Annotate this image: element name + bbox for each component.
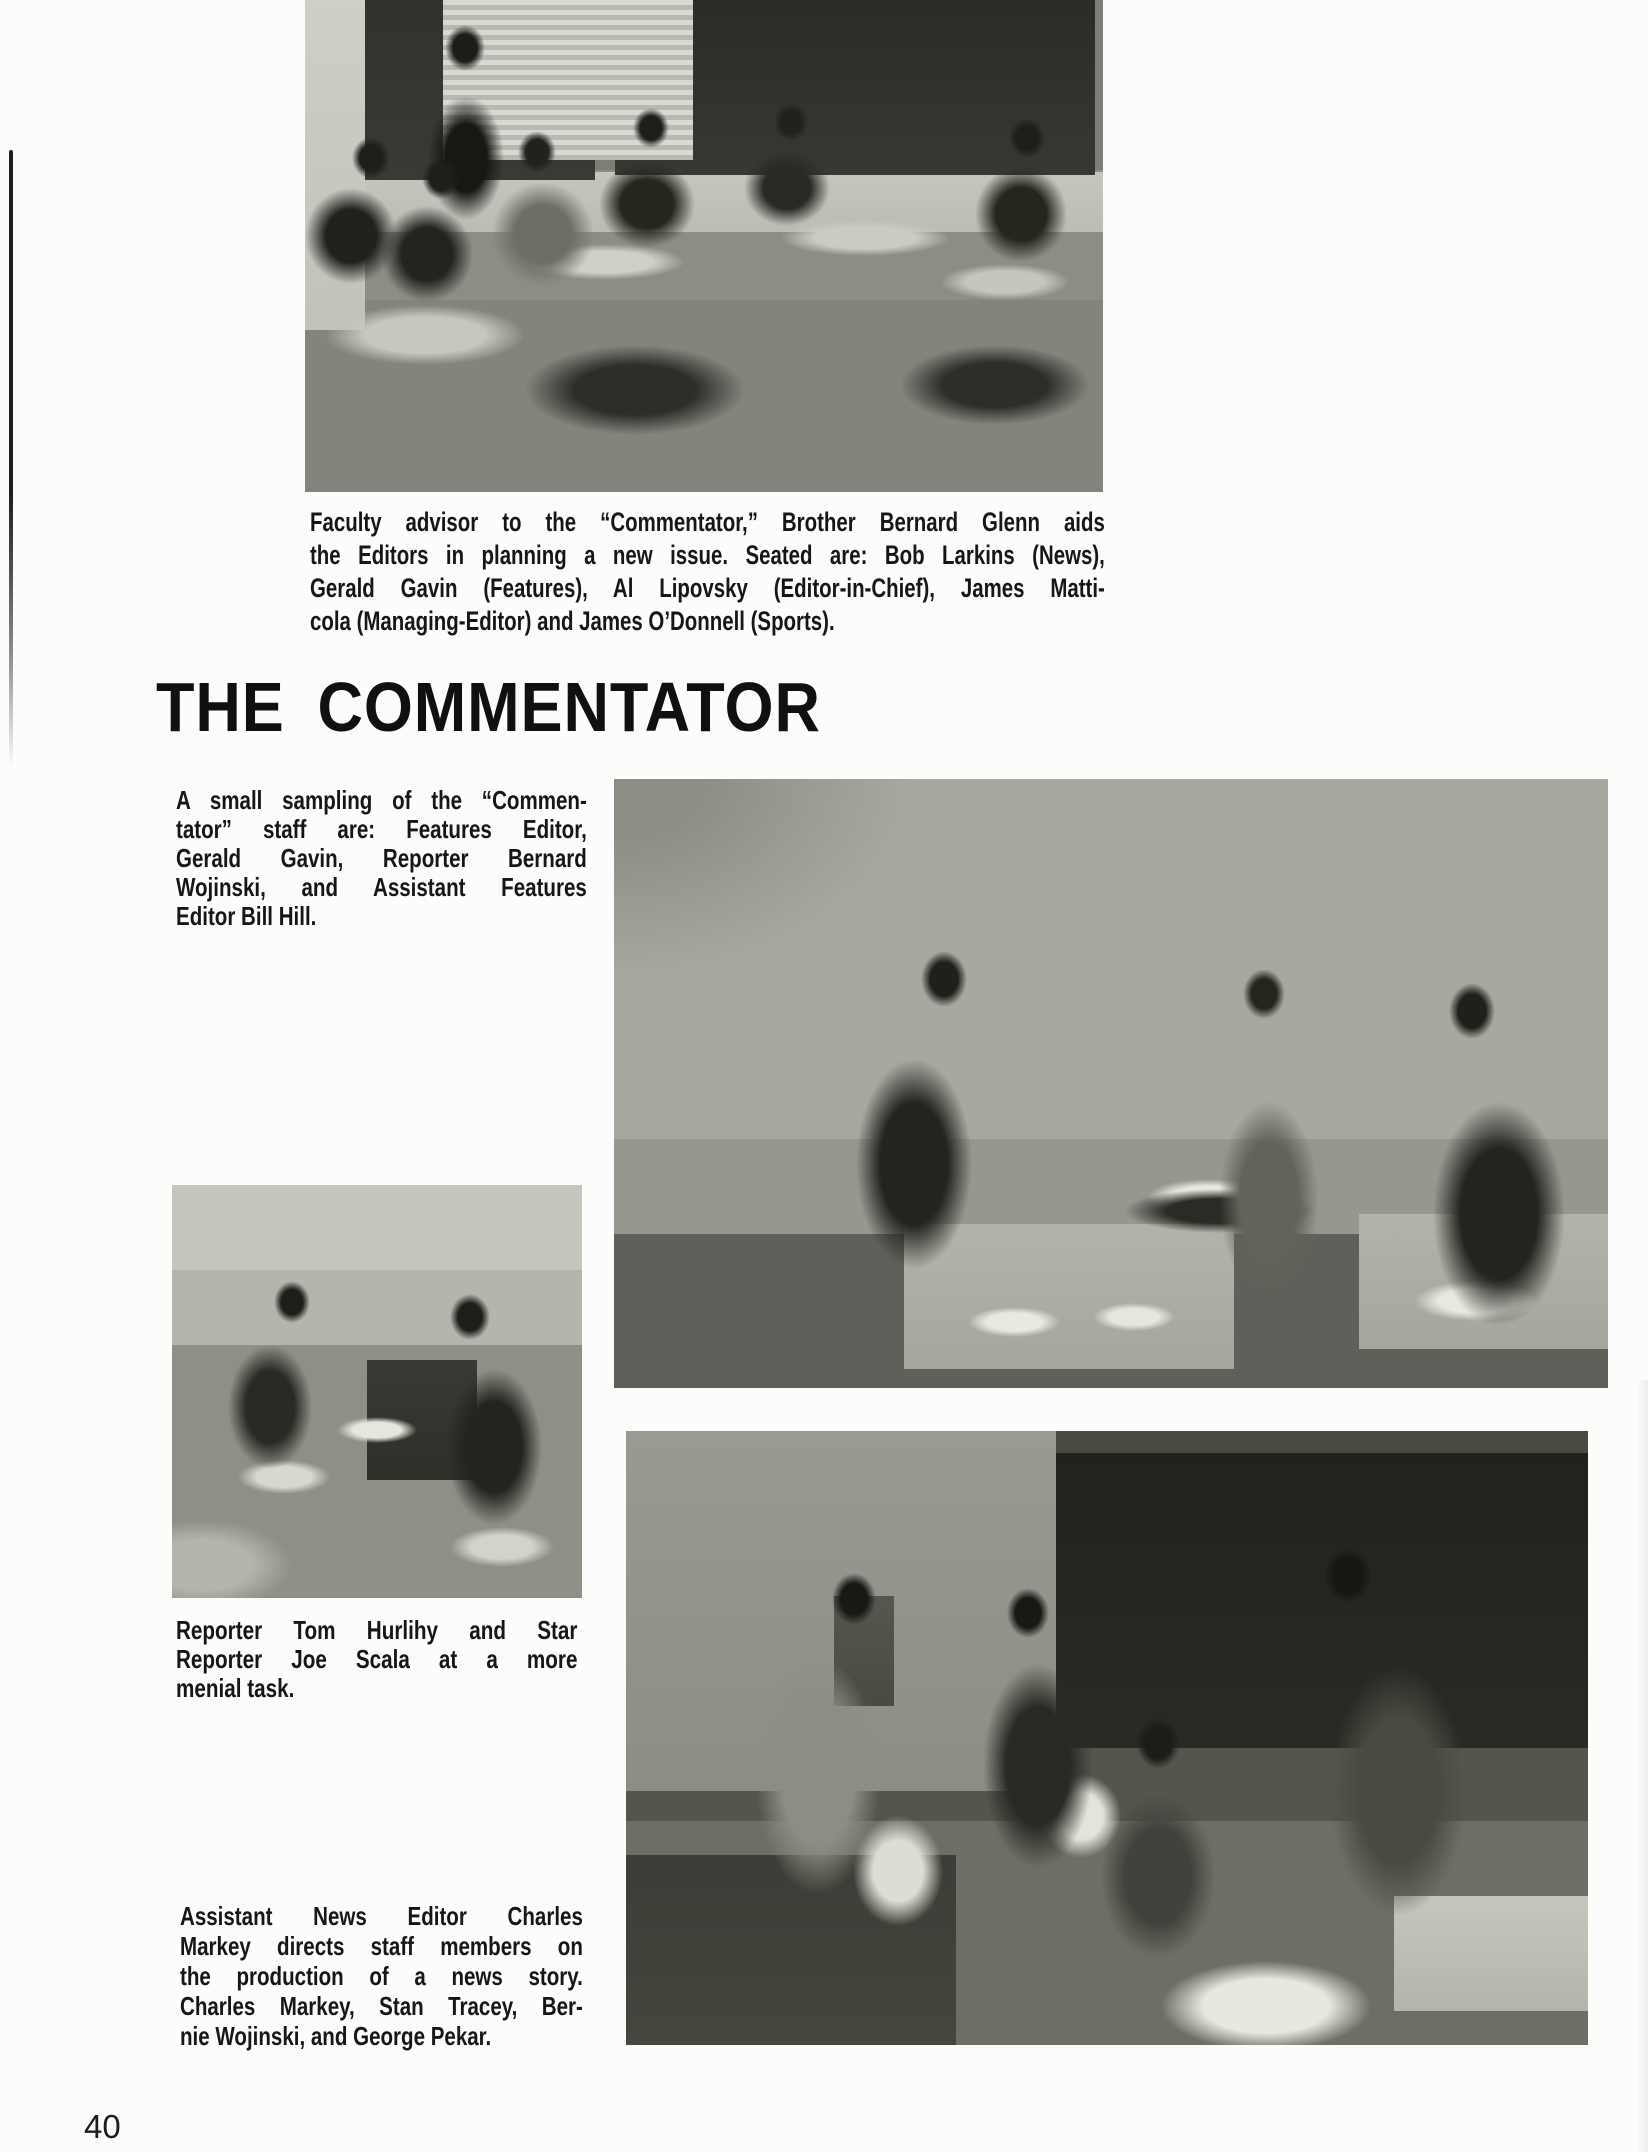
caption-news-editor: Assistant News Editor Charles Markey directs staff members on the production of a news story. Charles Markey, Stan Tracey, Ber- nie Wojinski, and George Pekar. (180, 1901, 583, 2051)
photo-faculty-advisor-meeting (305, 0, 1103, 492)
caption-staff-sampling: A small sampling of the “Commen- tator” staff are: Features Editor, Gerald Gavin, Reporter Bernard Wojinski, and Assistant Features Editor Bill Hill. (176, 785, 587, 931)
caption-reporters: Reporter Tom Hurlihy and Star Reporter Joe Scala at a more menial task. (176, 1615, 578, 1703)
page-number: 40 (84, 2108, 121, 2145)
scan-edge-shading (1636, 1380, 1648, 2152)
photo-reporters-menial-task (172, 1185, 582, 1598)
photo-staff-sampling (614, 779, 1608, 1388)
page-title: THE COMMENTATOR (156, 668, 821, 746)
photo-news-production (626, 1431, 1588, 2045)
scan-artifact-line (9, 150, 13, 768)
caption-faculty-advisor: Faculty advisor to the “Commentator,” Brother Bernard Glenn aids the Editors in planning a new issue. Seated are: Bob Larkins (News), Gerald Gavin (Features), Al Lipovsky (Editor-in-Chief), James Matti- cola (Managing-Editor) and James O’Donnell (Sports). (310, 507, 1105, 636)
